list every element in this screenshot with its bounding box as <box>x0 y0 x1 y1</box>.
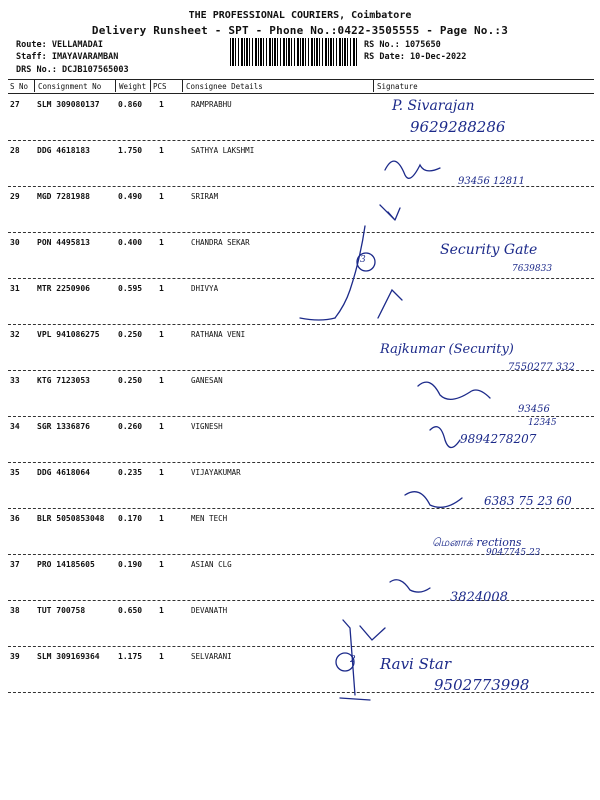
row-consignee: RATHANA VENI <box>191 330 246 339</box>
col-header-consignee: Consignee Details <box>186 82 263 91</box>
row-pcs: 1 <box>159 330 164 339</box>
row-consignee: VIJAYAKUMAR <box>191 468 241 477</box>
rs-number: RS No.: 1075650 <box>364 40 441 50</box>
row-consignee: SATHYA LAKSHMI <box>191 146 255 155</box>
row-consignee: DEVANATH <box>191 606 228 615</box>
circled-mark: 2 <box>350 655 356 665</box>
ink-stroke <box>378 290 402 318</box>
row-sno: 28 <box>10 146 20 155</box>
row-sno: 33 <box>10 376 20 385</box>
ink-stroke <box>405 492 462 508</box>
row-sno: 30 <box>10 238 20 247</box>
row-weight: 0.170 <box>118 514 143 523</box>
staff-label: Staff: IMAYAVARAMBAN <box>16 52 119 62</box>
row-pcs: 1 <box>159 192 164 201</box>
row-weight: 0.190 <box>118 560 143 569</box>
row-consignment: DDG 4618183 <box>37 146 90 155</box>
row-consignee: SELVARANI <box>191 652 232 661</box>
row-pcs: 1 <box>159 376 164 385</box>
row-weight: 0.235 <box>118 468 143 477</box>
col-header-consignment: Consignment No <box>38 82 102 91</box>
row-pcs: 1 <box>159 606 164 615</box>
signature-text: Security Gate <box>440 242 538 258</box>
signature-phone: 12345 <box>528 418 557 428</box>
row-weight: 0.650 <box>118 606 143 615</box>
signature-name: P. Sivarajan <box>392 98 475 114</box>
row-consignment: TUT 700758 <box>37 606 86 615</box>
signature-phone: 93456 12811 <box>458 176 525 187</box>
ink-stroke <box>390 580 430 592</box>
row-weight: 1.750 <box>118 146 143 155</box>
row-sno: 38 <box>10 606 20 615</box>
row-pcs: 1 <box>159 514 164 523</box>
signature-phone: 6383 75 23 60 <box>484 494 572 508</box>
ink-stroke <box>360 626 385 640</box>
signature-phone: 7639833 <box>512 264 553 274</box>
col-header-signature: Signature <box>377 82 418 91</box>
row-pcs: 1 <box>159 560 164 569</box>
row-pcs: 1 <box>159 100 164 109</box>
row-pcs: 1 <box>159 422 164 431</box>
row-consignment: BLR 5050853048 <box>37 514 105 523</box>
signature-name: Ravi Star <box>380 655 452 673</box>
runsheet-title: THE PROFESSIONAL COURIERS, Coimbatore <box>188 10 412 21</box>
rs-date: RS Date: 10-Dec-2022 <box>364 52 467 62</box>
row-sno: 32 <box>10 330 20 339</box>
row-weight: 0.400 <box>118 238 143 247</box>
row-consignment: DDG 4618064 <box>37 468 90 477</box>
ink-stroke <box>418 382 490 399</box>
ink-stroke <box>430 427 460 448</box>
runsheet-subtitle: Delivery Runsheet - SPT - Phone No.:0422-3505555 - Page No.:3 <box>91 24 509 37</box>
col-header-sno: S No <box>10 82 29 91</box>
row-consignee: DHIVYA <box>191 284 219 293</box>
row-weight: 0.250 <box>118 376 143 385</box>
row-pcs: 1 <box>159 284 164 293</box>
row-consignment: SLM 309080137 <box>37 100 100 109</box>
col-header-pcs: PCS <box>153 82 167 91</box>
signature-text: மெனாக் rections <box>432 536 522 549</box>
row-consignment: PRO 14185605 <box>37 560 95 569</box>
row-consignee: RAMPRABHU <box>191 100 232 109</box>
circled-mark: 3 <box>360 255 366 265</box>
row-sno: 34 <box>10 422 20 431</box>
ink-stroke <box>335 226 365 318</box>
signature-phone: 9629288286 <box>410 118 506 136</box>
route-label: Route: VELLAMADAI <box>16 40 103 50</box>
row-consignee: MEN TECH <box>191 514 228 523</box>
row-sno: 29 <box>10 192 20 201</box>
drs-number: DRS No.: DCJB107565003 <box>16 65 129 75</box>
row-weight: 0.860 <box>118 100 143 109</box>
row-consignee: VIGNESH <box>191 422 223 431</box>
row-weight: 0.250 <box>118 330 143 339</box>
signature-phone: 9894278207 <box>460 432 537 446</box>
row-consignee: SRIRAM <box>191 192 219 201</box>
row-sno: 27 <box>10 100 20 109</box>
row-consignee: CHANDRA SEKAR <box>191 238 250 247</box>
signature-phone: 9502773998 <box>434 676 530 694</box>
signature-phone: 7550277 332 <box>508 362 575 373</box>
row-consignment: PON 4495813 <box>37 238 90 247</box>
row-sno: 36 <box>10 514 20 523</box>
signature-phone: 9047745 23 <box>486 548 541 558</box>
row-consignment: MGD 7281988 <box>37 192 90 201</box>
row-weight: 0.260 <box>118 422 143 431</box>
row-sno: 31 <box>10 284 20 293</box>
row-consignee: ASIAN CLG <box>191 560 232 569</box>
col-header-weight: Weight <box>119 82 147 91</box>
row-pcs: 1 <box>159 146 164 155</box>
row-consignment: VPL 941086275 <box>37 330 100 339</box>
row-sno: 39 <box>10 652 20 661</box>
ink-stroke <box>300 318 335 320</box>
row-consignee: GANESAN <box>191 376 223 385</box>
ink-stroke <box>385 161 440 178</box>
row-weight: 0.490 <box>118 192 143 201</box>
signature-phone: 93456 <box>518 404 550 415</box>
row-sno: 35 <box>10 468 20 477</box>
signature-phone: 3824008 <box>450 590 508 605</box>
row-consignment: SLM 309169364 <box>37 652 100 661</box>
row-pcs: 1 <box>159 468 164 477</box>
row-weight: 0.595 <box>118 284 143 293</box>
row-weight: 1.175 <box>118 652 143 661</box>
row-pcs: 1 <box>159 652 164 661</box>
row-consignment: SGR 1336876 <box>37 422 90 431</box>
row-consignment: KTG 7123053 <box>37 376 90 385</box>
ink-stroke <box>380 205 400 220</box>
row-sno: 37 <box>10 560 20 569</box>
row-consignment: MTR 2250906 <box>37 284 90 293</box>
signature-text: Rajkumar (Security) <box>380 342 514 357</box>
row-pcs: 1 <box>159 238 164 247</box>
